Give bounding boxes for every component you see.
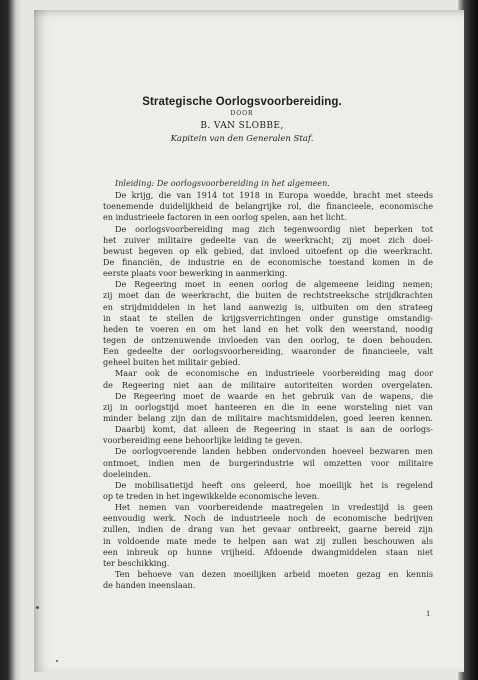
body-line: eerste plaats voor bewerking in aanmerking. bbox=[103, 268, 288, 279]
body-line: de Regeering niet aan de militaire autoriteiten worden overgelaten. bbox=[103, 379, 433, 390]
body-line: De Regeering moet de waarde en het gebruik van de wapens, die bbox=[115, 390, 433, 401]
body-line: De krijg, die van 1914 tot 1918 in Europa woedde, bracht met steeds bbox=[115, 190, 433, 201]
body-line: De financiën, de industrie en de economische toestand komen in de bbox=[103, 256, 433, 267]
body-line: Ten behoeve van dezen moeilijken arbeid moeten gezag en kennis bbox=[115, 568, 433, 579]
body-line: en strijdmiddelen in het land aanwezig is, uitbuiten om den strateeg bbox=[103, 301, 433, 312]
body-line: zullen, indien de drang van het gevaar ontbreekt, gaarne bereid zijn bbox=[103, 524, 433, 535]
body-line: Maar ook de economische en industrieele voorbereiding mag door bbox=[115, 368, 433, 379]
author-name: B. VAN SLOBBE, bbox=[200, 121, 284, 131]
body-line: ontmoet, indien men de burgerindustrie wil omzetten voor militaire bbox=[103, 457, 433, 468]
body-line: voorbereiding eene behoorlijke leiding te geven. bbox=[103, 435, 303, 446]
body-line: tegen de ontzenuwende invloeden van den oorlog, te doen behouden. bbox=[103, 334, 433, 345]
body-line: het zuiver militaire gedeelte van de weerkracht; zij moet zich doel- bbox=[103, 234, 433, 245]
body-line: geheel buiten het militair gebied. bbox=[103, 357, 241, 368]
body-text bbox=[103, 178, 433, 591]
body-line: De mobilisatietijd heeft ons geleerd, hoe moeilijk het is regelend bbox=[115, 479, 433, 490]
body-line: de handen ineenslaan. bbox=[103, 580, 196, 591]
byline: DOOR bbox=[230, 110, 254, 117]
body-line: eenvoudig werk. Noch de industrieele noch de economische bedrijven bbox=[103, 513, 433, 524]
body-line: ter beschikking. bbox=[103, 557, 170, 568]
body-line: zij in oorlogstijd moet hanteeren en die in eene worsteling niet van bbox=[103, 401, 433, 412]
body-line: De oorlogsvoorbereiding mag zich tegenwoordig niet beperken tot bbox=[115, 223, 433, 234]
body-line: heden te voeren en om het land en het volk den weerstand, noodig bbox=[103, 323, 433, 334]
body-line: Een gedeelte der oorlogsvoorbereiding, waaronder de financieele, valt bbox=[103, 346, 433, 357]
body-line: De Regeering moet in eenen oorlog de algemeene leiding nemen; bbox=[115, 279, 433, 290]
body-line: Het nemen van voorbereidende maatregelen in vredestijd is geen bbox=[115, 502, 433, 513]
body-line: en industrieele factoren in een oorlog spelen, aan het licht. bbox=[103, 212, 347, 223]
body-line: De oorlogvoerende landen hebben ondervonden hoeveel bezwaren men bbox=[115, 446, 433, 457]
body-line: Daarbij komt, dat alleen de Regeering in staat is aan de oorlogs- bbox=[115, 424, 433, 435]
body-line: doeleinden. bbox=[103, 468, 151, 479]
book-page bbox=[34, 10, 464, 672]
article-title: Strategische Oorlogsvoorbereiding. bbox=[142, 96, 342, 108]
author-role: Kapitein van den Generalen Staf. bbox=[170, 134, 314, 144]
body-line: zij moet dan de weerkracht, die buiten de rechtstreeksche strijdkrachten bbox=[103, 290, 433, 301]
section-heading: Inleiding: De oorlogsvoorbereiding in het algemeen. bbox=[115, 178, 330, 188]
body-line: minder belang zijn dan de militaire machtsmiddelen, goed leeren kennen. bbox=[103, 412, 433, 423]
body-line: in staat te stellen de krijgsverrichtingen onder gunstige omstandig- bbox=[103, 312, 433, 323]
body-line: een inbreuk op hunne vrijheid. Afdoende dwangmiddelen staan niet bbox=[103, 546, 433, 557]
body-line: in voldoende mate mede te helpen aan wat zij zullen beschouwen als bbox=[103, 535, 433, 546]
page-number: 1 bbox=[426, 610, 431, 618]
scan-speck bbox=[56, 660, 58, 662]
body-line: toenemende duidelijkheid de belangrijke rol, die financieele, economische bbox=[103, 201, 433, 212]
body-line: op te treden in het ingewikkelde economische leven. bbox=[103, 490, 320, 501]
scan-speck bbox=[36, 606, 39, 609]
body-line: bewust begeven op elk gebied, dat invloed uitoefent op die weerkracht. bbox=[103, 245, 433, 256]
